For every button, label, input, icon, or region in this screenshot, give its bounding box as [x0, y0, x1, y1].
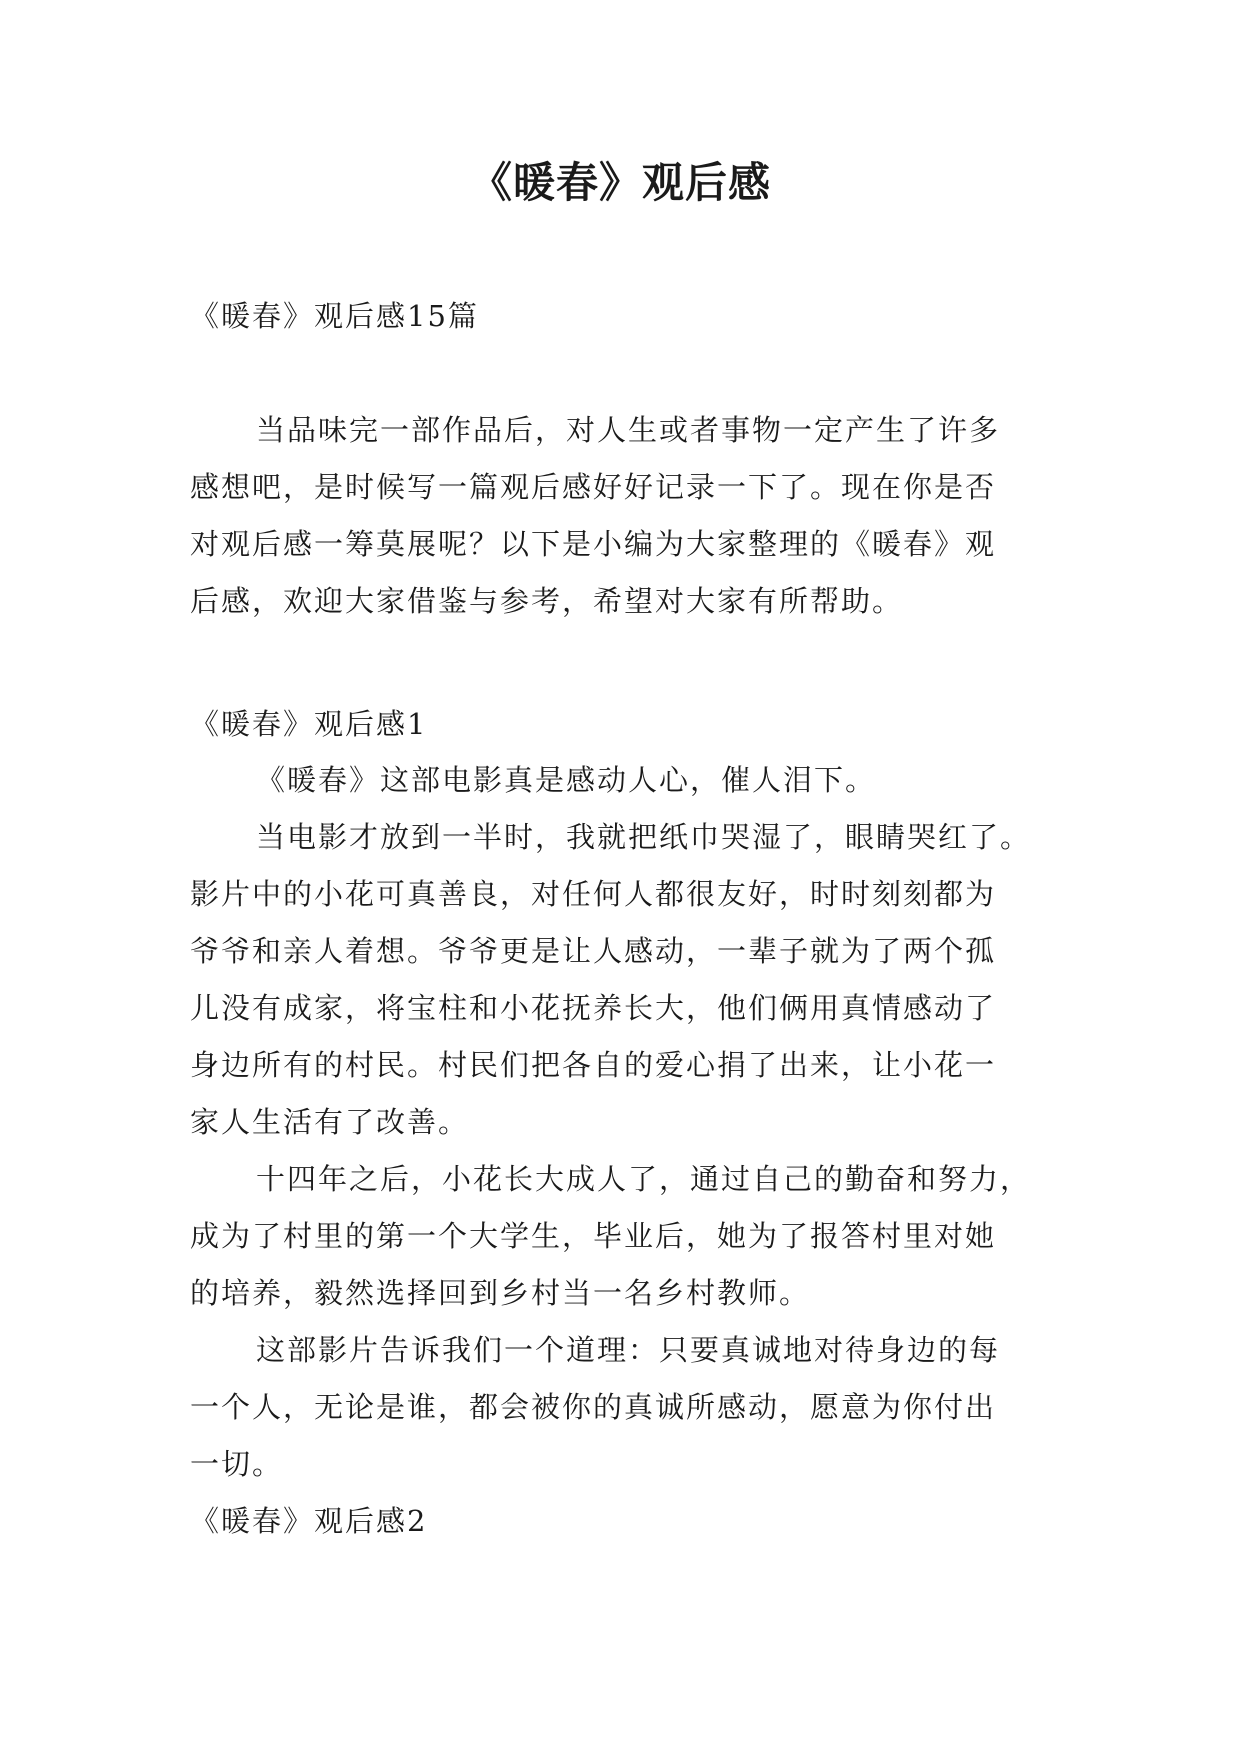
body-line: 《暖春》这部电影真是感动人心，催人泪下。 — [256, 763, 877, 797]
intro-line-1: 当品味完一部作品后，对人生或者事物一定产生了许多 — [256, 413, 1001, 447]
body-line: 成为了村里的第一个大学生，毕业后，她为了报答村里对她 — [190, 1219, 997, 1253]
body-line: 十四年之后，小花长大成人了，通过自己的勤奋和努力， — [256, 1162, 1032, 1196]
page-title: 《暖春》观后感 — [469, 158, 771, 207]
intro-line-3: 对观后感一筹莫展呢？以下是小编为大家整理的《暖春》观 — [190, 527, 997, 561]
document-subtitle: 《暖春》观后感15篇 — [190, 299, 479, 333]
body-line: 的培养，毅然选择回到乡村当一名乡村教师。 — [190, 1276, 811, 1310]
body-line: 儿没有成家，将宝柱和小花抚养长大，他们俩用真情感动了 — [190, 991, 997, 1025]
section-heading-2: 《暖春》观后感2 — [190, 1504, 428, 1538]
section-heading-1: 《暖春》观后感1 — [190, 707, 428, 741]
body-line: 影片中的小花可真善良，对任何人都很友好，时时刻刻都为 — [190, 877, 997, 911]
intro-line-4: 后感，欢迎大家借鉴与参考，希望对大家有所帮助。 — [190, 584, 904, 618]
body-line: 这部影片告诉我们一个道理：只要真诚地对待身边的每 — [256, 1333, 1001, 1367]
body-line: 一切。 — [190, 1447, 284, 1481]
intro-line-2: 感想吧，是时候写一篇观后感好好记录一下了。现在你是否 — [190, 470, 997, 504]
body-line: 家人生活有了改善。 — [190, 1105, 470, 1139]
body-line: 当电影才放到一半时，我就把纸巾哭湿了，眼睛哭红了。 — [256, 820, 1032, 854]
body-line: 一个人，无论是谁，都会被你的真诚所感动，愿意为你付出 — [190, 1390, 997, 1424]
body-line: 爷爷和亲人着想。爷爷更是让人感动，一辈子就为了两个孤 — [190, 934, 997, 968]
body-line: 身边所有的村民。村民们把各自的爱心捐了出来，让小花一 — [190, 1048, 997, 1082]
